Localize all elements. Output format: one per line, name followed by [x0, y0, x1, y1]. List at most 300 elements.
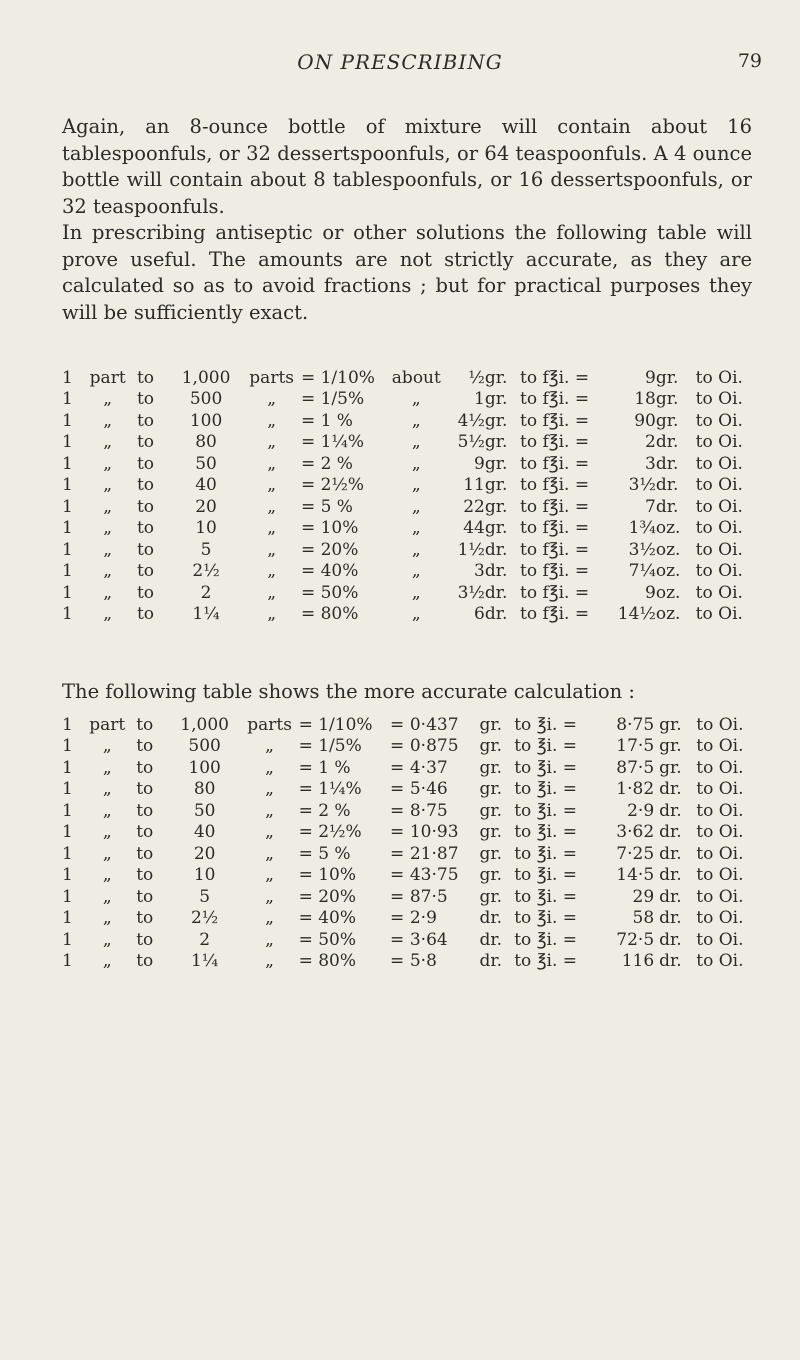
cell-runit: oz.	[655, 604, 681, 625]
cell-runit: dr.	[659, 800, 682, 821]
cell-parts: „	[265, 736, 274, 757]
cell-pct: = 1¼%	[298, 779, 362, 800]
cell-res: 18	[634, 389, 656, 410]
cell-end: to Oi.	[695, 367, 743, 388]
cell-amt: 6	[474, 604, 485, 625]
cell-eq: =	[389, 822, 405, 843]
cell-pct: = 50%	[300, 582, 359, 603]
cell-end: to Oi.	[696, 779, 744, 800]
cell-den: 20	[195, 496, 217, 517]
table-row	[62, 367, 752, 389]
cell-eq: =	[389, 714, 405, 735]
cell-to: to	[136, 410, 155, 431]
cell-one: 1	[62, 779, 73, 800]
cell-mid: to ℥i. =	[514, 714, 577, 735]
table-row	[62, 389, 752, 411]
cell-val: 87·5	[409, 886, 448, 907]
cell-unit: gr.	[484, 367, 508, 388]
cell-den: 10	[193, 865, 216, 886]
cell-to: to	[136, 539, 155, 560]
cell-to: to	[136, 929, 154, 950]
cell-pct: = 1/5%	[300, 389, 365, 410]
cell-pct: = 10%	[298, 865, 356, 886]
cell-runit: dr.	[655, 453, 679, 474]
table-row	[62, 432, 752, 454]
cell-end: to Oi.	[696, 886, 744, 907]
cell-to: to	[136, 951, 154, 972]
cell-res: 7·25	[616, 843, 655, 864]
cell-pct: = 5 %	[298, 843, 351, 864]
cell-amt: 11	[463, 475, 485, 496]
cell-to: to	[136, 736, 154, 757]
cell-part: „	[102, 886, 112, 907]
cell-part: „	[103, 496, 113, 517]
cell-part: „	[102, 951, 112, 972]
cell-runit: gr.	[655, 410, 679, 431]
cell-res: 3	[645, 453, 656, 474]
cell-den: 5	[199, 886, 211, 907]
cell-unit: gr.	[479, 865, 502, 886]
cell-den: 1¼	[190, 951, 219, 972]
cell-amt: 3½	[457, 582, 485, 603]
cell-one: 1	[62, 822, 73, 843]
cell-end: to Oi.	[695, 582, 743, 603]
cell-val: 3·64	[409, 929, 448, 950]
cell-unit: dr.	[484, 539, 508, 560]
cell-unit: dr.	[484, 582, 508, 603]
cell-res: 29	[632, 886, 655, 907]
table-row	[62, 779, 752, 801]
cell-pct: = 1/10%	[300, 367, 375, 388]
cell-unit: gr.	[484, 496, 508, 517]
cell-end: to Oi.	[695, 432, 743, 453]
cell-parts: „	[267, 496, 277, 517]
accurate-table	[62, 714, 752, 972]
cell-unit: gr.	[484, 518, 508, 539]
cell-unit: gr.	[479, 800, 502, 821]
cell-to: to	[136, 367, 155, 388]
cell-den: 2	[199, 929, 211, 950]
cell-unit: dr.	[479, 929, 502, 950]
cell-unit: gr.	[484, 432, 508, 453]
paragraph-bottles: Again, an 8-ounce bottle of mixture will contain about 16 tablespoonfuls, or 32 dessertspoonfuls, or 64 teaspoonfuls. A 4 ounce bottle will contain about 8 tablespoonfuls, or 16 dessertspoonfuls, or 32 teaspoonfuls.	[62, 115, 752, 218]
cell-val: 5·46	[409, 779, 448, 800]
cell-val: 8·75	[409, 800, 448, 821]
page-header	[0, 50, 800, 74]
cell-parts: parts	[247, 714, 292, 735]
cell-one: 1	[62, 561, 73, 582]
cell-mid: to ℥i. =	[514, 865, 577, 886]
cell-runit: dr.	[659, 843, 682, 864]
cell-part: „	[102, 757, 112, 778]
cell-res: 2	[645, 432, 656, 453]
cell-den: 5	[200, 539, 212, 560]
cell-parts: parts	[249, 367, 294, 388]
cell-to: to	[136, 518, 155, 539]
cell-res: 3·62	[616, 822, 655, 843]
cell-den: 50	[193, 800, 216, 821]
cell-eq: =	[389, 736, 405, 757]
cell-runit: gr.	[659, 736, 682, 757]
cell-res: 3½	[628, 475, 656, 496]
cell-about: „	[411, 518, 421, 539]
cell-den: 10	[195, 518, 217, 539]
cell-val: 0·875	[409, 736, 459, 757]
cell-one: 1	[62, 475, 73, 496]
cell-mid: to ℥i. =	[514, 929, 577, 950]
cell-res: 3½	[628, 539, 656, 560]
cell-den: 500	[188, 736, 221, 757]
cell-amt: 22	[463, 496, 485, 517]
cell-val: 2·9	[409, 908, 437, 929]
table-row	[62, 865, 752, 887]
cell-res: 58	[632, 908, 655, 929]
cell-end: to Oi.	[695, 389, 743, 410]
table-row	[62, 886, 752, 908]
cell-one: 1	[62, 410, 73, 431]
cell-part: „	[102, 843, 112, 864]
cell-parts: „	[267, 432, 277, 453]
cell-unit: gr.	[479, 757, 502, 778]
paragraph-solutions: In prescribing antiseptic or other solutions the following table will prove useful. The amounts are not strictly accurate, as they are calculated so as to avoid fractions ; but for practical purposes they will be sufficiently exact.	[62, 221, 752, 324]
cell-parts: „	[267, 389, 277, 410]
table-row	[62, 539, 752, 561]
cell-runit: oz.	[655, 582, 681, 603]
cell-eq: =	[389, 929, 405, 950]
cell-to: to	[136, 496, 155, 517]
cell-about: „	[411, 410, 421, 431]
cell-part: part	[89, 714, 126, 735]
cell-part: „	[103, 475, 113, 496]
cell-to: to	[136, 886, 154, 907]
cell-parts: „	[265, 822, 274, 843]
table-row	[62, 561, 752, 583]
cell-unit: dr.	[479, 908, 502, 929]
cell-eq: =	[389, 757, 405, 778]
cell-val: 21·87	[409, 843, 459, 864]
cell-unit: dr.	[484, 561, 508, 582]
cell-end: to Oi.	[695, 453, 743, 474]
cell-to: to	[136, 714, 154, 735]
cell-den: 50	[195, 453, 217, 474]
cell-runit: dr.	[655, 475, 679, 496]
cell-den: 100	[188, 757, 221, 778]
cell-parts: „	[265, 908, 274, 929]
cell-pct: = 1/10%	[298, 714, 373, 735]
cell-pct: = 10%	[300, 518, 359, 539]
cell-about: „	[411, 475, 421, 496]
cell-amt: 9	[474, 453, 485, 474]
cell-pct: = 1 %	[298, 757, 351, 778]
cell-about: „	[411, 432, 421, 453]
cell-runit: dr.	[659, 951, 682, 972]
cell-pct: = 1¼%	[300, 432, 365, 453]
cell-unit: dr.	[479, 951, 502, 972]
cell-one: 1	[62, 389, 73, 410]
cell-mid: to f℥i. =	[520, 475, 590, 496]
cell-den: 80	[195, 432, 217, 453]
cell-end: to Oi.	[695, 496, 743, 517]
approximate-table	[62, 367, 752, 625]
cell-to: to	[136, 432, 155, 453]
cell-one: 1	[62, 929, 73, 950]
cell-one: 1	[62, 714, 73, 735]
cell-about: „	[411, 389, 421, 410]
cell-to: to	[136, 779, 154, 800]
table-row	[62, 714, 752, 736]
cell-end: to Oi.	[696, 714, 744, 735]
table-row	[62, 604, 752, 626]
cell-one: 1	[62, 518, 73, 539]
cell-res: 9	[645, 367, 656, 388]
cell-eq: =	[389, 886, 405, 907]
cell-parts: „	[267, 475, 277, 496]
cell-to: to	[136, 843, 154, 864]
cell-eq: =	[389, 865, 405, 886]
cell-to: to	[136, 389, 155, 410]
cell-res: 90	[634, 410, 656, 431]
cell-den: 2½	[190, 908, 219, 929]
cell-to: to	[136, 800, 154, 821]
cell-pct: = 40%	[300, 561, 359, 582]
cell-mid: to ℥i. =	[514, 736, 577, 757]
running-title: ON PRESCRIBING	[297, 50, 503, 74]
cell-eq: =	[389, 843, 405, 864]
cell-amt: 1	[474, 389, 485, 410]
cell-end: to Oi.	[696, 800, 744, 821]
cell-about: „	[411, 582, 421, 603]
cell-runit: dr.	[655, 432, 679, 453]
cell-pct: = 2½%	[300, 475, 365, 496]
cell-pct: = 20%	[300, 539, 359, 560]
cell-parts: „	[267, 453, 277, 474]
cell-unit: gr.	[479, 843, 502, 864]
cell-one: 1	[62, 886, 73, 907]
cell-part: „	[103, 604, 113, 625]
cell-mid: to f℥i. =	[520, 432, 590, 453]
cell-unit: gr.	[479, 822, 502, 843]
cell-runit: oz.	[655, 518, 681, 539]
cell-val: 0·437	[409, 714, 459, 735]
cell-mid: to f℥i. =	[520, 582, 590, 603]
cell-unit: gr.	[484, 475, 508, 496]
cell-to: to	[136, 757, 154, 778]
accurate-table-caption: The following table shows the more accurate calculation :	[62, 680, 636, 703]
cell-mid: to ℥i. =	[514, 886, 577, 907]
cell-part: „	[103, 389, 113, 410]
cell-mid: to f℥i. =	[520, 518, 590, 539]
cell-end: to Oi.	[695, 539, 743, 560]
cell-mid: to ℥i. =	[514, 908, 577, 929]
cell-to: to	[136, 475, 155, 496]
cell-parts: „	[267, 539, 277, 560]
cell-runit: oz.	[655, 561, 681, 582]
cell-mid: to f℥i. =	[520, 561, 590, 582]
cell-parts: „	[265, 843, 274, 864]
cell-res: 1¾	[628, 518, 656, 539]
cell-runit: oz.	[655, 539, 681, 560]
cell-eq: =	[389, 908, 405, 929]
cell-one: 1	[62, 432, 73, 453]
cell-pct: = 2 %	[300, 453, 353, 474]
cell-part: „	[102, 800, 112, 821]
cell-about: „	[411, 496, 421, 517]
cell-val: 10·93	[409, 822, 459, 843]
cell-end: to Oi.	[695, 561, 743, 582]
cell-unit: dr.	[484, 604, 508, 625]
cell-to: to	[136, 453, 155, 474]
cell-amt: ½	[468, 367, 485, 388]
cell-part: „	[102, 865, 112, 886]
cell-part: „	[102, 779, 112, 800]
cell-end: to Oi.	[696, 951, 744, 972]
cell-mid: to f℥i. =	[520, 367, 590, 388]
table-row	[62, 800, 752, 822]
table-row	[62, 822, 752, 844]
cell-unit: gr.	[479, 714, 502, 735]
cell-parts: „	[265, 929, 274, 950]
cell-res: 14·5	[616, 865, 655, 886]
cell-part: „	[103, 561, 113, 582]
cell-den: 80	[193, 779, 216, 800]
cell-part: „	[102, 822, 112, 843]
cell-runit: gr.	[659, 757, 682, 778]
cell-mid: to ℥i. =	[514, 843, 577, 864]
cell-unit: gr.	[479, 779, 502, 800]
cell-eq: =	[389, 779, 405, 800]
cell-pct: = 1/5%	[298, 736, 362, 757]
cell-one: 1	[62, 908, 73, 929]
table-row	[62, 929, 752, 951]
cell-one: 1	[62, 582, 73, 603]
cell-amt: 44	[463, 518, 485, 539]
cell-end: to Oi.	[696, 843, 744, 864]
cell-runit: dr.	[659, 779, 682, 800]
table-row	[62, 843, 752, 865]
cell-one: 1	[62, 757, 73, 778]
cell-val: 4·37	[409, 757, 448, 778]
cell-den: 1¼	[192, 604, 220, 625]
cell-about: „	[411, 561, 421, 582]
cell-pct: = 50%	[298, 929, 356, 950]
page-number: 79	[737, 50, 762, 72]
cell-pct: = 5 %	[300, 496, 353, 517]
cell-amt: 5½	[457, 432, 485, 453]
cell-den: 100	[189, 410, 223, 431]
table-row	[62, 908, 752, 930]
table-row	[62, 453, 752, 475]
cell-end: to Oi.	[695, 604, 743, 625]
table-row	[62, 736, 752, 758]
cell-amt: 3	[474, 561, 485, 582]
cell-pct: = 2 %	[298, 800, 351, 821]
cell-pct: = 80%	[298, 951, 356, 972]
cell-one: 1	[62, 604, 73, 625]
cell-to: to	[136, 822, 154, 843]
cell-mid: to f℥i. =	[520, 410, 590, 431]
cell-res: 1·82	[616, 779, 655, 800]
cell-end: to Oi.	[696, 865, 744, 886]
cell-val: 5·8	[409, 951, 437, 972]
cell-parts: „	[265, 757, 274, 778]
cell-to: to	[136, 561, 155, 582]
cell-parts: „	[267, 582, 277, 603]
cell-res: 7¼	[628, 561, 656, 582]
cell-parts: „	[265, 886, 274, 907]
cell-part: „	[103, 539, 113, 560]
cell-one: 1	[62, 865, 73, 886]
cell-runit: gr.	[655, 367, 679, 388]
cell-parts: „	[265, 779, 274, 800]
cell-end: to Oi.	[696, 929, 744, 950]
table-row	[62, 410, 752, 432]
cell-mid: to f℥i. =	[520, 604, 590, 625]
cell-part: „	[103, 582, 113, 603]
cell-den: 2½	[192, 561, 220, 582]
cell-den: 500	[189, 389, 223, 410]
cell-runit: dr.	[659, 886, 682, 907]
cell-res: 9	[645, 582, 656, 603]
table-row	[62, 475, 752, 497]
cell-one: 1	[62, 453, 73, 474]
cell-one: 1	[62, 800, 73, 821]
cell-mid: to ℥i. =	[514, 779, 577, 800]
cell-val: 43·75	[409, 865, 459, 886]
cell-den: 40	[193, 822, 216, 843]
cell-unit: gr.	[484, 410, 508, 431]
cell-runit: gr.	[655, 389, 679, 410]
cell-one: 1	[62, 736, 73, 757]
cell-end: to Oi.	[695, 475, 743, 496]
cell-parts: „	[267, 604, 277, 625]
cell-end: to Oi.	[696, 736, 744, 757]
cell-den: 1,000	[181, 367, 231, 388]
cell-pct: = 40%	[298, 908, 356, 929]
cell-res: 8·75	[616, 714, 655, 735]
cell-amt: 1½	[457, 539, 485, 560]
cell-part: „	[102, 929, 112, 950]
cell-mid: to f℥i. =	[520, 496, 590, 517]
cell-pct: = 2½%	[298, 822, 362, 843]
cell-end: to Oi.	[696, 908, 744, 929]
cell-about: „	[411, 453, 421, 474]
cell-den: 2	[200, 582, 212, 603]
table-row	[62, 951, 752, 973]
cell-to: to	[136, 604, 155, 625]
cell-one: 1	[62, 367, 73, 388]
cell-pct: = 80%	[300, 604, 359, 625]
cell-to: to	[136, 865, 154, 886]
cell-part: „	[103, 453, 113, 474]
cell-res: 7	[645, 496, 656, 517]
cell-unit: gr.	[479, 736, 502, 757]
cell-res: 72·5	[616, 929, 655, 950]
cell-mid: to f℥i. =	[520, 453, 590, 474]
cell-res: 17·5	[616, 736, 655, 757]
cell-parts: „	[267, 410, 277, 431]
cell-to: to	[136, 908, 154, 929]
cell-to: to	[136, 582, 155, 603]
cell-amt: 4½	[457, 410, 485, 431]
cell-end: to Oi.	[696, 822, 744, 843]
cell-eq: =	[389, 800, 405, 821]
cell-part: „	[102, 736, 112, 757]
cell-parts: „	[267, 518, 277, 539]
cell-about: „	[411, 604, 421, 625]
cell-res: 87·5	[616, 757, 655, 778]
cell-parts: „	[267, 561, 277, 582]
cell-part: „	[103, 518, 113, 539]
